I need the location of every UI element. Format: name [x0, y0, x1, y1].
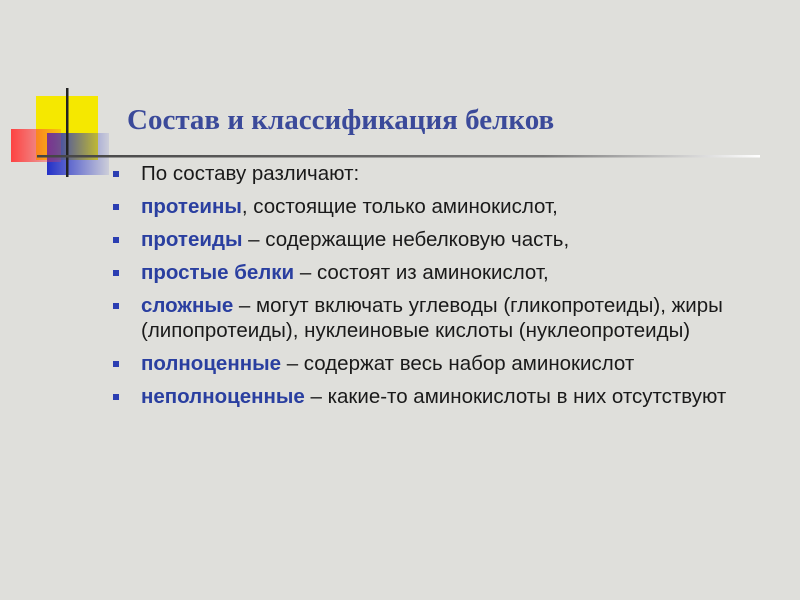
item-keyword: протеины	[141, 195, 242, 218]
item-keyword: простые белки	[141, 261, 295, 284]
square-bullet-icon	[113, 361, 119, 367]
item-text: – состоят из аминокислот,	[294, 261, 549, 284]
list-item	[113, 385, 783, 410]
list-item	[113, 195, 783, 220]
item-text: – содержащие небелковую часть,	[242, 228, 570, 251]
list-item	[113, 294, 783, 343]
item-keyword: неполноценные	[141, 384, 305, 408]
square-bullet-icon	[113, 394, 119, 400]
square-bullet-icon	[113, 171, 119, 177]
item-keyword: полноценные	[141, 351, 281, 375]
item-text: , состоящие только аминокислот,	[241, 195, 558, 218]
slide-title: Состав и классификация белков	[127, 104, 555, 136]
list-item	[113, 228, 783, 253]
item-text: – могут включать углеводы (гликопротеиды), жиры (липопротеиды), нуклеиновые кислоты (нуклеопротеиды)	[141, 294, 723, 342]
square-bullet-icon	[113, 204, 119, 210]
item-text: – какие-то аминокислоты в них отсутствуют	[304, 384, 727, 408]
item-keyword: протеиды	[141, 228, 243, 251]
square-bullet-icon	[113, 303, 119, 309]
list-item	[113, 261, 783, 286]
bullet-list	[113, 162, 783, 418]
list-item	[113, 162, 783, 187]
item-keyword: сложные	[141, 294, 234, 317]
square-bullet-icon	[113, 237, 119, 243]
list-item	[113, 352, 783, 377]
item-text: По составу различают:	[141, 162, 360, 185]
item-text: – содержат весь набор аминокислот	[281, 351, 635, 375]
square-bullet-icon	[113, 270, 119, 276]
